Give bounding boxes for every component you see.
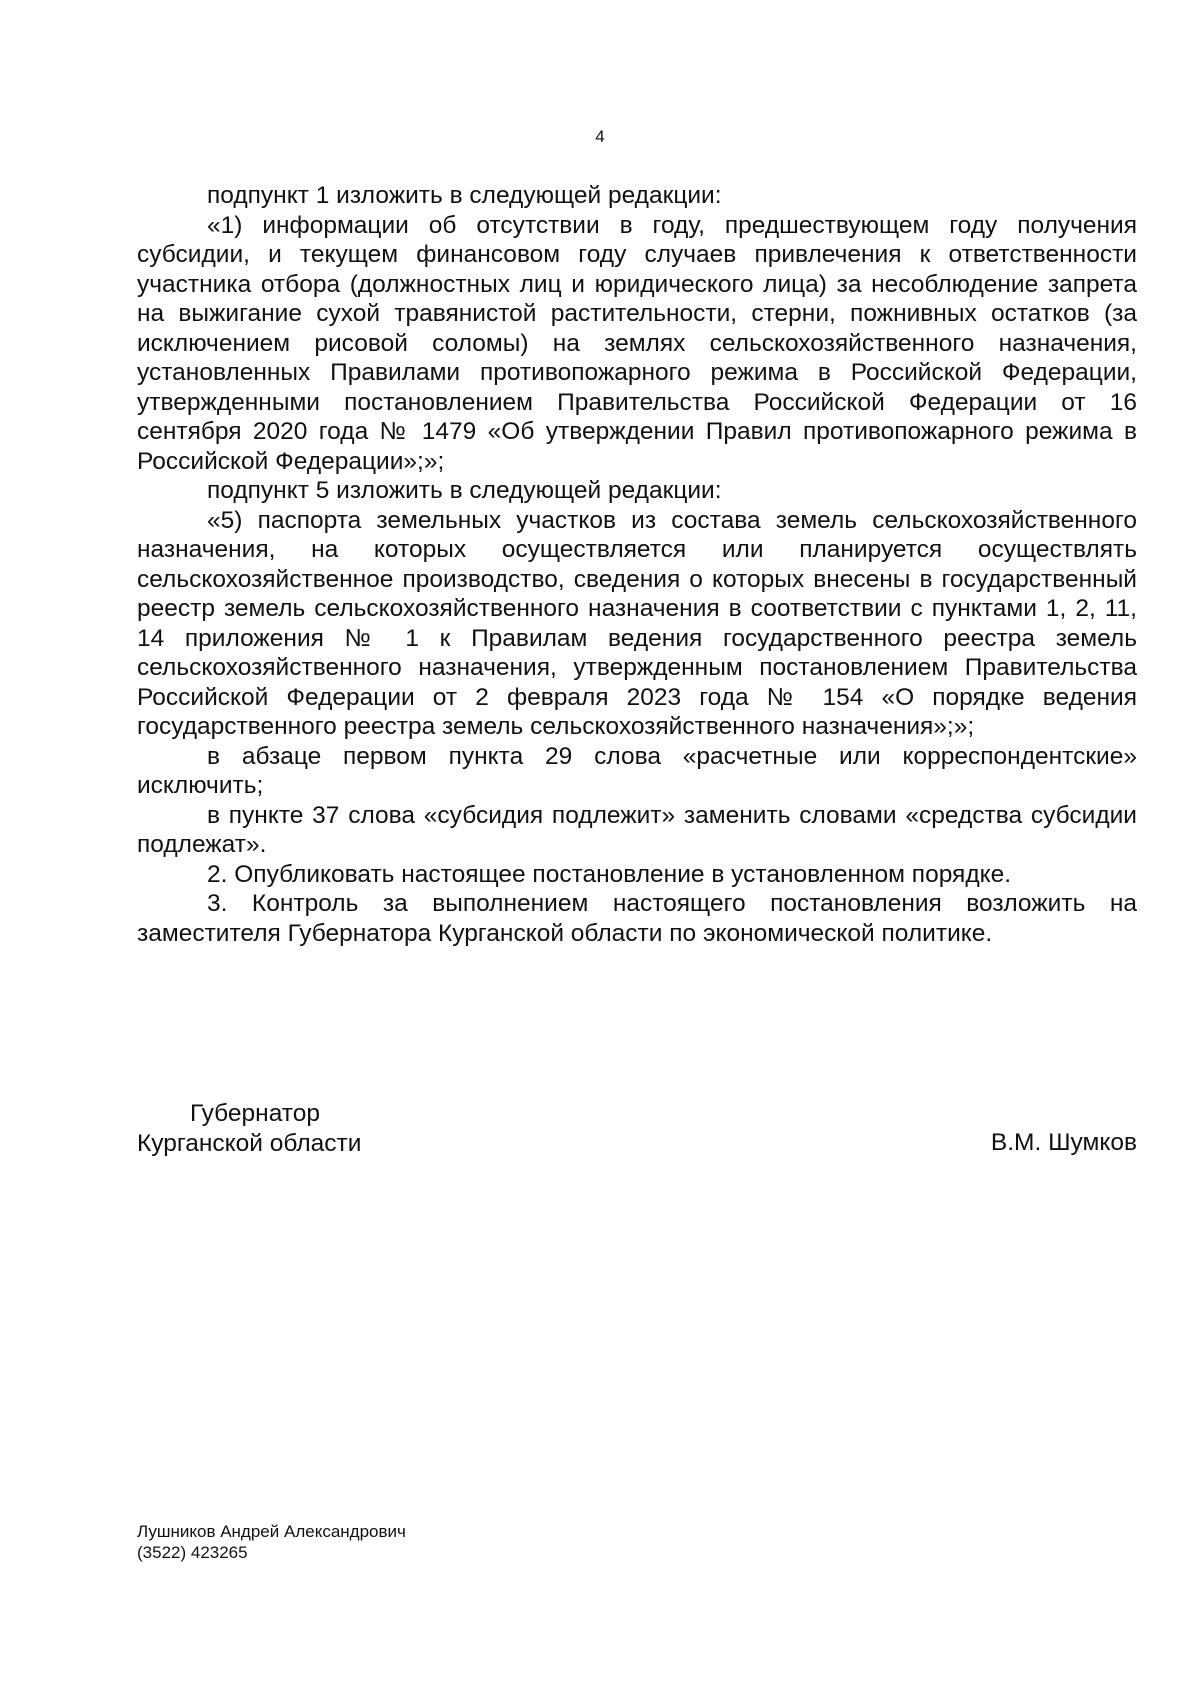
paragraph-publish: 2. Опубликовать настоящее постановление в установленном порядке.	[207, 860, 1012, 888]
paragraph-point-37: в пункте 37 слова «субсидия подлежит» заменить словами «средства субсидии подлежат».	[137, 801, 1137, 858]
signatory-title-line1: Губернатор	[190, 1100, 320, 1127]
executor-phone: (3522) 423265	[137, 1543, 248, 1562]
signatory-name: В.М. Шумков	[990, 1129, 1137, 1156]
paragraph-subpoint-5-intro: подпункт 5 изложить в следующей редакции:	[207, 477, 722, 504]
signatory-title	[137, 1099, 361, 1158]
executor-name: Лушников Андрей Александрович	[137, 1522, 406, 1541]
paragraph-subpoint-1-intro: подпункт 1 изложить в следующей редакции:	[207, 182, 722, 209]
paragraph-subpoint-5-text: «5) паспорта земельных участков из состава земель сельскохозяйственного назначения, на которых осуществляется или планируется осуществлять сельскохозяйственное производство, сведения о которых внесены в государственный реестр земель сельскохозяйственного назначения в соответствии с пунктами 1, 2, 11, 14 приложения № 1 к Правилам ведения государственного реестра земель сельскохозяйственного назначения, утвержденным постановлением Правительства Российской Федерации от 2 февраля 2023 года № 154 «О порядке ведения государственного реестра земель сельскохозяйственного назначения»;»;	[137, 506, 1137, 740]
signatory-title-line2: Курганской области	[137, 1129, 362, 1157]
paragraph-control: 3. Контроль за выполнением настоящего постановления возложить на заместителя Губернатора Курганской области по экономической политике.	[137, 890, 1137, 947]
page-number: 4	[595, 127, 605, 146]
document-body	[137, 181, 1137, 948]
executor-contact	[137, 1521, 406, 1563]
paragraph-subpoint-1-text: «1) информации об отсутствии в году, предшествующем году получения субсидии, и текущем финансовом году случаев привлечения к ответственности участника отбора (должностных лиц и юридического лица) за несоблюдение запрета на выжигание сухой травянистой растительности, стерни, пожнивных остатков (за исключением рисовой соломы) на землях сельскохозяйственного назначения, установленных Правилами противопожарного режима в Российской Федерации, утвержденными постановлением Правительства Российской Федерации от 16 сентября 2020 года № 1479 «Об утверждении Правил противопожарного режима в Российской Федерации»;»;	[137, 211, 1137, 475]
paragraph-point-29: в абзаце первом пункта 29 слова «расчетные или корреспондентские» исключить;	[137, 742, 1137, 799]
